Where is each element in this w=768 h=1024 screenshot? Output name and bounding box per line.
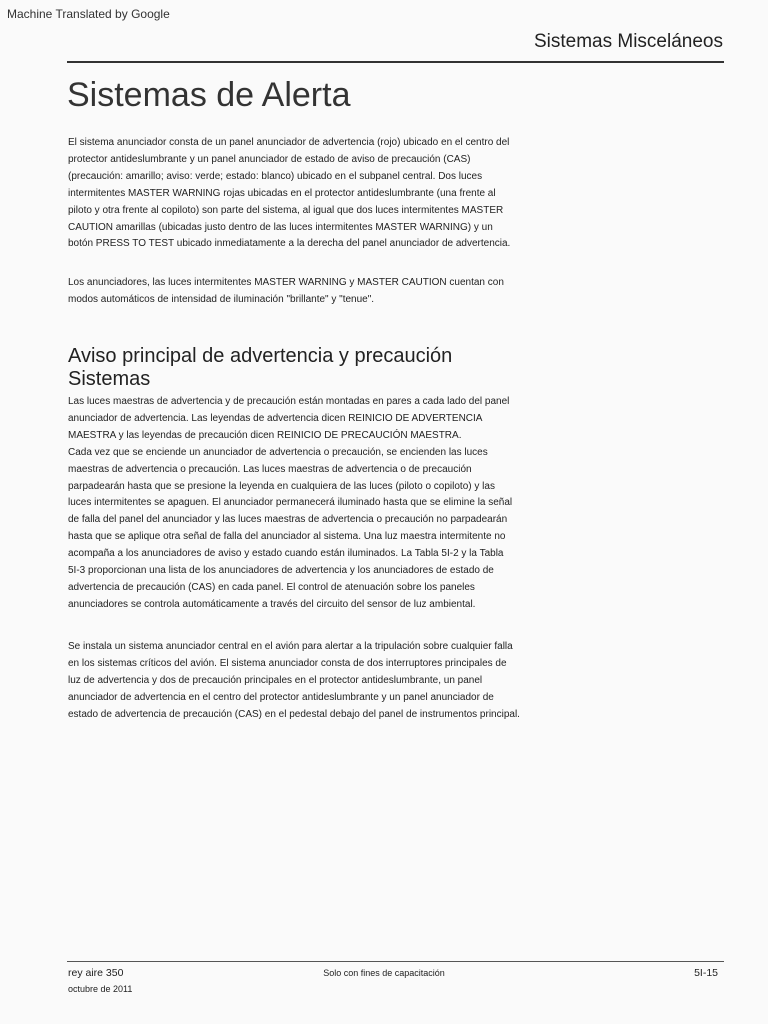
text-line: hasta que se aplique otra señal de falla del anunciador al sistema. Una luz maestra intermitente no bbox=[68, 531, 506, 543]
page-number: 5I-15 bbox=[694, 967, 718, 979]
footer-model: rey aire 350 bbox=[68, 967, 124, 979]
text-line: parpadearán hasta que se presione la leyenda en cualquiera de las luces (piloto o copiloto) y las bbox=[68, 480, 495, 492]
paragraph-1 bbox=[68, 135, 568, 253]
text-line: advertencia de precaución (CAS) en cada panel. El control de atenuación sobre los paneles bbox=[68, 581, 475, 593]
text-line: modos automáticos de intensidad de iluminación "brillante" y "tenue". bbox=[68, 293, 375, 305]
text-line: MAESTRA y las leyendas de precaución dicen REINICIO DE PRECAUCIÓN MAESTRA. bbox=[68, 429, 462, 441]
footer-divider bbox=[67, 961, 724, 962]
paragraph-3 bbox=[68, 394, 568, 614]
text-line: luces intermitentes se apaguen. El anunciador permanecerá iluminado hasta que se elimine la señal bbox=[68, 497, 513, 509]
text-line: botón PRESS TO TEST ubicado inmediatamente a la derecha del panel anunciador de advertencia. bbox=[68, 238, 511, 250]
paragraph-4 bbox=[68, 639, 568, 724]
text-line: anunciador de advertencia. Las leyendas de advertencia dicen REINICIO DE ADVERTENCIA bbox=[68, 412, 483, 424]
text-line: Cada vez que se enciende un anunciador de advertencia o precaución, se encienden las luces bbox=[68, 446, 488, 458]
section-heading-line: Aviso principal de advertencia y precaución bbox=[68, 345, 453, 367]
text-line: El sistema anunciador consta de un panel anunciador de advertencia (rojo) ubicado en el centro del bbox=[68, 137, 510, 148]
text-line: protector antideslumbrante y un panel anunciador de estado de aviso de precaución (CAS) bbox=[68, 153, 471, 165]
footer-notice: Solo con fines de capacitación bbox=[323, 968, 445, 978]
text-line: acompaña a los anunciadores de aviso y estado cuando están iluminados. La Tabla 5I-2 y la Tabla bbox=[68, 548, 504, 560]
text-line: intermitentes MASTER WARNING rojas ubicadas en el protector antideslumbrante (una frente al bbox=[68, 187, 496, 199]
footer-date: octubre de 2011 bbox=[68, 984, 133, 994]
section-heading bbox=[68, 345, 452, 391]
machine-translation-banner: Machine Translated by Google bbox=[7, 7, 170, 21]
text-line: de falla del panel del anunciador y las luces maestras de advertencia o precaución no parpadearán bbox=[68, 514, 508, 526]
text-line: 5I-3 proporcionan una lista de los anunciadores de advertencia y los anunciadores de estado de bbox=[68, 565, 494, 577]
text-line: estado de advertencia de precaución (CAS) en el pedestal debajo del panel de instrumentos principal. bbox=[68, 708, 520, 720]
text-line: en los sistemas críticos del avión. El sistema anunciador consta de dos interruptores principales de bbox=[68, 657, 507, 669]
text-line: Los anunciadores, las luces intermitentes MASTER WARNING y MASTER CAUTION cuentan con bbox=[68, 277, 504, 288]
section-heading-line: Sistemas bbox=[68, 368, 151, 390]
page-title: Sistemas de Alerta bbox=[67, 76, 351, 114]
paragraph-2 bbox=[68, 275, 568, 309]
text-line: Se instala un sistema anunciador central en el avión para alertar a la tripulación sobre cualquier falla bbox=[68, 641, 513, 652]
text-line: maestras de advertencia o precaución. Las luces maestras de advertencia o de precaución bbox=[68, 463, 472, 475]
text-line: piloto y otra frente al copiloto) son parte del sistema, al igual que dos luces intermitentes MASTER bbox=[68, 204, 504, 216]
text-line: anunciadores se controla automáticamente a través del circuito del sensor de luz ambiental. bbox=[68, 598, 476, 610]
text-line: Las luces maestras de advertencia y de precaución están montadas en pares a cada lado del panel bbox=[68, 396, 510, 407]
text-line: luz de advertencia y dos de precaución principales en el protector antideslumbrante, un panel bbox=[68, 674, 483, 686]
text-line: CAUTION amarillas (ubicadas justo dentro de las luces intermitentes MASTER WARNING) y un bbox=[68, 221, 493, 233]
text-line: (precaución: amarillo; aviso: verde; estado: blanco) ubicado en el subpanel central. Dos luces bbox=[68, 170, 483, 182]
header-divider bbox=[67, 61, 724, 63]
text-line: anunciador de advertencia en el centro del protector antideslumbrante y un panel anunciador de bbox=[68, 691, 494, 703]
header-section-title: Sistemas Misceláneos bbox=[533, 31, 723, 52]
